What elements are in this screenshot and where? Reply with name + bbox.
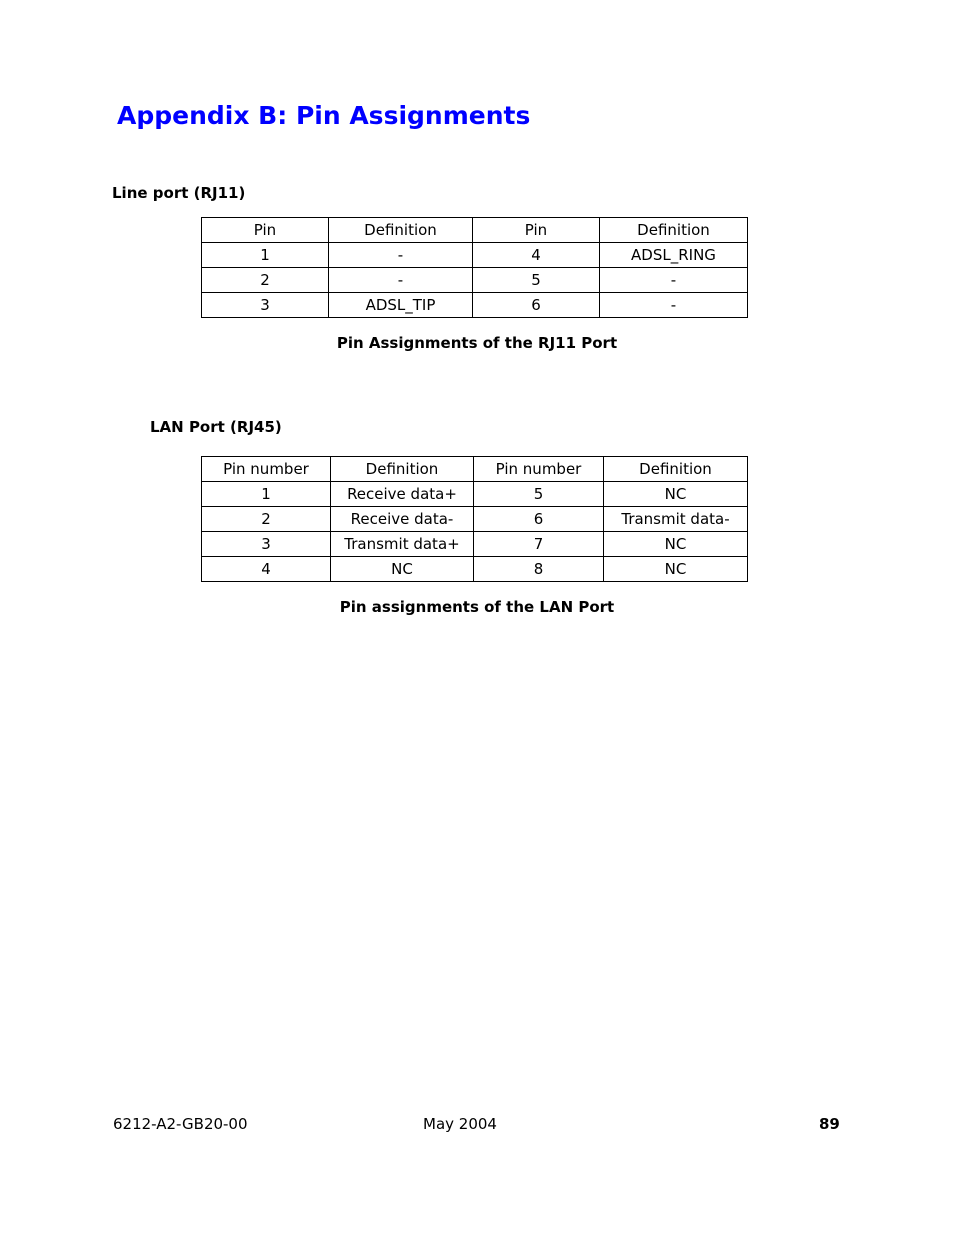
header-cell: Pin [202, 218, 329, 243]
table-row [202, 243, 748, 268]
header-cell: Definition [329, 218, 473, 243]
header-cell: Definition [604, 457, 748, 482]
table-cell: 2 [202, 268, 329, 293]
table-cell: 4 [202, 557, 331, 582]
table-cell: - [329, 243, 473, 268]
table-cell: Transmit data- [604, 507, 748, 532]
table-cell: 1 [202, 243, 329, 268]
page-title: Appendix B: Pin Assignments [117, 101, 531, 130]
table-cell: - [600, 268, 748, 293]
table-cell: 8 [474, 557, 604, 582]
table-cell: Receive data+ [331, 482, 474, 507]
table-cell: ADSL_RING [600, 243, 748, 268]
table-row [202, 532, 748, 557]
rj45-table-caption: Pin assignments of the LAN Port [339, 598, 615, 616]
footer-page-number: 89 [819, 1115, 840, 1133]
rj11-pin-table [201, 217, 748, 318]
header-cell: Definition [600, 218, 748, 243]
table-cell: 3 [202, 293, 329, 318]
table-row [202, 482, 748, 507]
table-cell: Transmit data+ [331, 532, 474, 557]
table-row [202, 507, 748, 532]
table-cell: Receive data- [331, 507, 474, 532]
rj11-section-heading: Line port (RJ11) [112, 184, 246, 202]
footer-date: May 2004 [423, 1115, 497, 1133]
table-header-row [202, 457, 748, 482]
table-cell: - [329, 268, 473, 293]
table-cell: NC [604, 532, 748, 557]
rj45-section-heading: LAN Port (RJ45) [150, 418, 282, 436]
table-header-row [202, 218, 748, 243]
table-cell: NC [604, 557, 748, 582]
table-row [202, 293, 748, 318]
rj45-pin-table [201, 456, 748, 582]
table-cell: NC [604, 482, 748, 507]
header-cell: Pin [473, 218, 600, 243]
table-cell: 3 [202, 532, 331, 557]
table-cell: 2 [202, 507, 331, 532]
table-cell: 6 [473, 293, 600, 318]
table-cell: 5 [474, 482, 604, 507]
table-cell: 1 [202, 482, 331, 507]
table-row [202, 557, 748, 582]
table-cell: NC [331, 557, 474, 582]
table-row [202, 268, 748, 293]
table-cell: 4 [473, 243, 600, 268]
footer-document-number: 6212-A2-GB20-00 [113, 1115, 248, 1133]
header-cell: Definition [331, 457, 474, 482]
table-cell: ADSL_TIP [329, 293, 473, 318]
table-cell: 5 [473, 268, 600, 293]
table-cell: 6 [474, 507, 604, 532]
header-cell: Pin number [202, 457, 331, 482]
table-cell: 7 [474, 532, 604, 557]
rj11-table-caption: Pin Assignments of the RJ11 Port [336, 334, 618, 352]
header-cell: Pin number [474, 457, 604, 482]
table-cell: - [600, 293, 748, 318]
